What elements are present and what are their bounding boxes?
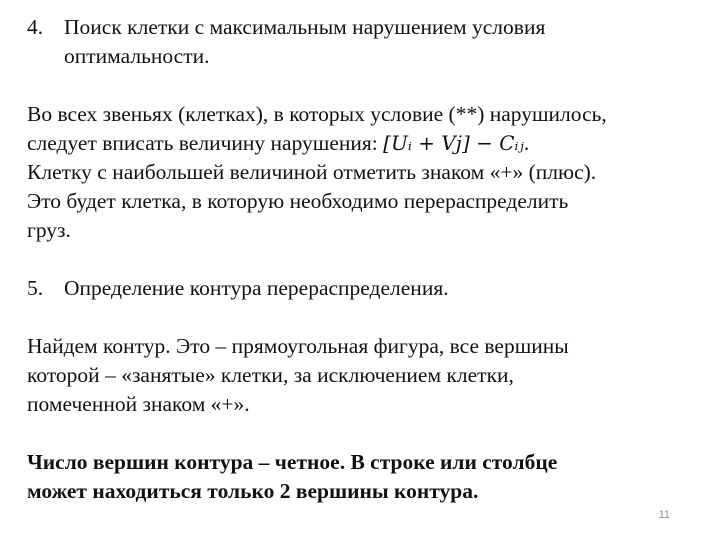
paragraph-line: Клетку с наибольшей величиной отметить знаком «+» (плюс). [27, 160, 597, 184]
paragraph-line: Найдем контур. Это – прямоугольная фигура, все вершины [27, 334, 569, 358]
bold-paragraph-line: Число вершин контура – четное. В строке или столбце [27, 450, 558, 474]
heading-line: Определение контура перераспределения. [64, 276, 449, 300]
heading-line: Поиск клетки с максимальным нарушением условия [64, 15, 546, 39]
paragraph-text: . [523, 131, 530, 155]
heading-line: оптимальности. [64, 44, 210, 68]
paragraph-line: груз. [27, 218, 71, 242]
paragraph-line: Во всех звеньях (клетках), в которых условие (**) нарушилось, [27, 102, 607, 126]
paragraph-line: которой – «занятые» клетки, за исключением клетки, [27, 363, 514, 387]
bold-paragraph-line: может находиться только 2 вершины контура. [27, 479, 479, 503]
paragraph-line: Это будет клетка, в которую необходимо перераспределить [27, 189, 569, 213]
paragraph-line-with-formula [27, 130, 529, 156]
paragraph-line: помеченной знаком «+». [27, 392, 250, 416]
formula: [Uᵢ + Vj] − Cᵢⱼ [383, 131, 524, 155]
list-number: 5. [27, 276, 44, 300]
list-number: 4. [27, 15, 44, 39]
page-number: 11 [658, 509, 670, 521]
paragraph-text: следует вписать величину нарушения: [27, 131, 384, 155]
